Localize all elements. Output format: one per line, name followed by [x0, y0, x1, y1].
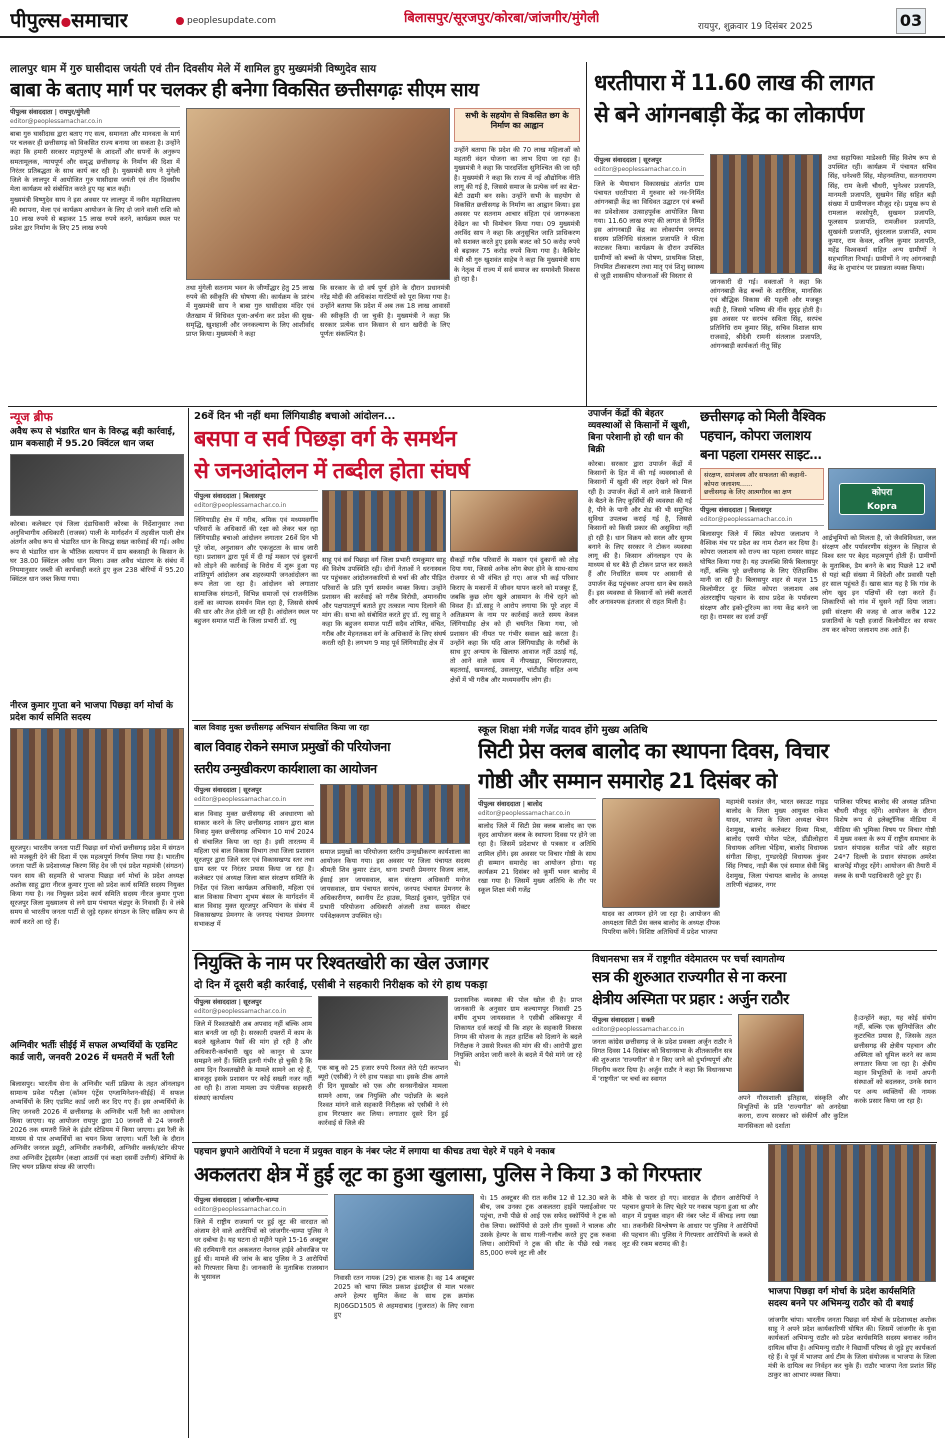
story-headline: धरतीपारा में 11.60 लाख की लागत से बने आंगनबाड़ी केंद्र का लोकार्पण	[594, 71, 874, 128]
story-column: जिले में राष्ट्रीय राजमार्ग पर हुई लूट की वारदात को अंजाम देने वाले आरोपियों को जांजगीर-चाम्पा पुलिस ने धर दबोचा है। यह घटना दो महीने पहले 15-16 अक्टूबर की दरमियानी रात अकलतरा नेशनल हाईवे ओवरब्रिज पर हुई थी। मामले की जांच के बाद पुलिस ने 3 आरोपियों को गिरफ्तार किया है। जानकारी के मुताबिक राजस्थान के भुसावल	[194, 1218, 328, 1282]
column-rule	[586, 62, 587, 407]
globe-icon	[176, 17, 184, 25]
story-headline: बाबा के बताए मार्ग पर चलकर ही बनेगा विकसित छत्तीसगढ़ः सीएम साय	[10, 79, 479, 101]
story-column: अपने गौरवशाली इतिहास, संस्कृति और विभूतियों के प्रति 'राज्यगीत' को अनदेखा करना, राज्य सरकार को संकीर्ण और कुटिल मानसिकता को दर्शाता	[738, 1094, 848, 1130]
road-sign: कोपरा Kopra	[839, 483, 925, 515]
story-byline: पीपुल्स संवाददाता | जांजगीर-चाम्पा editor@peoplessamachar.co.in	[194, 1194, 328, 1216]
story-kicker: लालपुर धाम में गुरु घासीदास जयंती एवं तीन दिवसीय मेले में शामिल हुए मुख्यमंत्री विष्णुदेव साय	[10, 63, 377, 75]
story-byline: पीपुल्स संवाददाता | सूरजपुर editor@peoplessamachar.co.in	[194, 784, 314, 806]
story-column: जानकारी दी गई। वक्ताओं ने कहा कि आंगनबाड़ी केंद्र बच्चों के शारीरिक, मानसिक एवं बौद्धिक विकास की पहली और मजबूत कड़ी है, जिससे भविष्य की नींव सुदृढ़ होती है। इस अवसर पर सरपंच सविता सिंह, सरपंच प्रतिनिधि राम कुमार सिंह, सचिव विशाल साय राजवाड़े, श्रीदेवी रामनी संतलाल प्रजापति, आंगनबाड़ी कार्यकर्ता नीतू सिंह	[710, 278, 822, 351]
story-kicker: बाल विवाह मुक्त छत्तीसगढ़ अभियान संचालित किया जा रहा	[194, 723, 369, 732]
story-column: आर्द्रभूमियों को मिलता है, जो जैवविविधता, जल संरक्षण और पर्यावरणीय संतुलन के लिहाज से विश्व स्तर पर बेहद महत्वपूर्ण होती हैं। ग्रामीणों के मुताबिक, डैम बनने के बाद पिछले 12 वर्षों से यहां बड़ी संख्या में विदेशी और प्रवासी पक्षी हर साल पहुंचते हैं। खास बात यह है कि गांव के लोग खुद इन पक्षियों की रक्षा करते हैं। शिकारियों को गांव में घुसने नहीं दिया जाता। इसी संरक्षण की वजह से आज करीब 122 प्रजातियों के पक्षी हजारों किलोमीटर का सफर तय कर कोपरा जलाशय तक आते हैं।	[822, 534, 936, 635]
news-photo	[186, 108, 450, 280]
story-column: जनता कांग्रेस छत्तीसगढ़ जे के प्रदेश प्रवक्ता अर्जुन राठौर ने विगत दिवस 14 दिसंबर को विधानसभा के शीतकालीन सत्र की शुरुआत 'राज्यगीत' से न किए जाने को दुर्भाग्यपूर्ण और निंदनीय करार दिया है। अर्जुन राठौर ने कहा कि विधानसभा में 'राष्ट्रगीत' पर चर्चा का स्वागत	[592, 1038, 732, 1083]
story-column: जिले के भैयाथान विकासखंड अंतर्गत ग्राम पंचायत धरतीपारा में गुरुवार को नव-निर्मित आंगनबाड़ी केंद्र का विधिवत उद्घाटन एवं बच्चों का प्रवेशोत्सव उत्साहपूर्वक आयोजित किया गया। 11.60 लाख रुपए की लागत से निर्मित इस आंगनबाड़ी केंद्र का लोकार्पण जनपद सदस्य प्रतिनिधि संतलाल प्रजापति ने फीता काटकर किया। कार्यक्रम के दौरान उपस्थित ग्रामीणों को बच्चों के पोषण, प्राथमिक शिक्षा, नियमित टीकाकरण तथा मातृ एवं शिशु स्वास्थ्य से जुड़ी शासकीय योजनाओं की विस्तार से	[594, 180, 704, 281]
story-column: बालोद जिले में सिटी प्रेस क्लब बालोद का एक वृहद आयोजन क्लब के स्थापना दिवस पर होने जा रहा है। जिसमें प्रदेशभर से पत्रकार व अतिथि शामिल होंगे। इस अवसर पर विचार गोष्ठी के साथ ही सम्मान समारोह का आयोजन होगा। यह कार्यक्रम 21 दिसंबर को कूर्मी भवन बालोद में रखा गया है। जिसमें मुख्य अतिथि के तौर पर स्कूल शिक्षा मंत्री गजेंद्र	[478, 822, 596, 895]
photo-caption: निवासी रतन नायक (29) ट्रक चालक है। वह 14 अक्टूबर 2025 को चापा स्थित प्रकाश इंडस्ट्रीज से माल भरकर अपने हेल्पर सुमित केंवट के साथ ट्रक क्रमांक RJ06GD1505 से अहमदाबाद (गुजरात) के लिए रवाना हुए	[334, 1274, 474, 1319]
news-photo	[320, 784, 470, 844]
story-paddy	[586, 408, 692, 720]
story-headline: छत्तीसगढ़ को मिली वैश्विक पहचान, कोपरा जलाशय बना पहला रामसर साइट...	[700, 409, 825, 463]
story-headline: बसपा व सर्व पिछड़ा वर्ग के समर्थन से जनआंदोलन में तब्दील होता संघर्ष	[194, 427, 470, 484]
portrait-photo	[602, 798, 720, 908]
story-byline: पीपुल्स संवाददाता | सूरजपुर editor@peoplessamachar.co.in	[594, 154, 704, 176]
story-abhimanyu-rathore	[766, 1144, 937, 1438]
news-photo	[334, 1194, 474, 1270]
news-photo	[10, 728, 184, 840]
story-byline: पीपुल्स संवाददाता | बिलासपुर editor@peoplessamachar.co.in	[700, 504, 824, 526]
story-column: मौके से फरार हो गए। वारदात के दौरान आरोपियों ने पहचान छुपाने के लिए चेहरे पर नकाब पहना हुआ था और वाहन में प्रयुक्त वाहन की नंबर प्लेट में कीचड़ लगा रखा था। तकनीकी विश्लेषण के आधार पर पुलिस ने आरोपियों की पहचान की। पुलिस ने गिरफ्तार आरोपियों के कब्जे से लूट की रकम बरामद की है।	[622, 1194, 758, 1249]
story-byline: पीपुल्स संवाददाता | बिलासपुर editor@peoplessamachar.co.in	[194, 490, 318, 512]
story-child-marriage	[192, 722, 470, 950]
brief-headline: नीरज कुमार गुप्ता बने भाजपा पिछड़ा वर्ग मोर्चा के प्रदेश कार्य समिति सदस्य	[10, 701, 173, 723]
story-kicker: विधानसभा सत्र में राष्ट्रगीत वंदेमातरम पर चर्चा स्वागतोग्य	[592, 954, 785, 965]
story-kicker: स्कूल शिक्षा मंत्री गजेंद्र यादव होंगे मुख्य अतिथि	[478, 725, 648, 736]
callout-box	[454, 108, 580, 142]
story-kicker: 26वें दिन भी नहीं थमा लिंगियाडीह बचाओ आंदोलन...	[194, 411, 396, 422]
news-brief-column	[8, 408, 186, 1438]
story-column: तथा सहायिका माडेश्वरी सिंह विशेष रूप से उपस्थित रहीं। कार्यक्रम में पंचायत सचिव सिंह, धनेश्वरी सिंह, मोहनमतिया, सतनारायण सिंह, राम केली चौधरी, भुनेश्वर प्रजापति, मानमती प्रजापति, सुखमेन सिंह सहित बड़ी संख्या में ग्रामीणजन मौजूद रहे। प्रमुख रूप से रामलाल कासोपुरी, सुखमन प्रजापति, फूलसाय प्रजापति, रामजीवन प्रजापति, सुखवंती प्रजापति, सुंदरलाल प्रजापति, श्याम कुमार, राम केवल, अनिल कुमार प्रजापति, महेंद्र विश्वकर्मा सहित अन्य ग्रामीणों ने सहभागिता निभाई। ग्रामीणों ने नए आंगनबाड़ी केंद्र के शुभारंभ पर प्रसन्नता व्यक्त किया।	[828, 154, 936, 273]
brief-headline: अवैध रूप से भंडारित धान के विरुद्ध बड़ी कार्रवाई, ग्राम बकसाही में 95.20 क्विंटल धान जब्त	[10, 427, 176, 449]
column-rule	[8, 406, 937, 407]
story-byline: पीपुल्स संवाददाता | बालोद editor@peoplessamachar.co.in	[478, 798, 596, 820]
masthead	[0, 0, 945, 38]
news-photo	[450, 490, 578, 552]
news-photo	[10, 454, 184, 516]
story-column: थे। 15 अक्टूबर की रात करीब 12 से 12.30 बजे के बीच, जब उनका ट्रक अकलतरा हाईवे फ्लाईओवर पर पहुंचा, तभी पीछे से आई एक सफेद स्कॉर्पियो ने ट्रक को रोक लिया। स्कॉर्पियो से उतरे तीन युवकों ने चालक और उसके हेल्पर के साथ गाली-गलौच करते हुए ट्रक रुकवा लिया। आरोपियों ने ट्रक की सीट के पीछे रखे नकद 85,000 रुपये लूट ली और	[480, 1194, 616, 1258]
story-column: जांजगीर चांपा। भारतीय जनता पिछड़ा वर्ग मोर्चा के प्रदेशाध्यक्ष अशोक साहू ने अपने प्रदेश कार्यकारिणी घोषित की। जिसमें जांजगीर के युवा कार्यकर्ता अभिमन्यु राठौर को प्रदेश कार्यसमिति सदस्य बनाकर नवीन दायित्व सौंपा है। अभिमन्यु राठौर ने विद्यार्थी परिषद से जुड़े हुए कार्यकर्ता रहे हैं। वे पूर्व में भाजपा अर्ध टीम के जिला संयोजक व भाजपा के जिला मंत्री के दायित्व का निर्वहन कर चुके हैं। राठौर भाजपा नेता प्रशांत सिंह ठाकुर का आभार व्यक्त किया।	[768, 1316, 936, 1380]
story-column: महामंत्री यशवंत जैन, भारत स्काउट गाइड बालोद के जिला मुख्य आयुक्त राकेश यादव, भाजपा के जिला अध्यक्ष चेमन देशमुख, बालोद कलेक्टर दिव्या मिश्रा, बालोद एसपी योगेश पटेल, डौंडीलोहारा विधायक अनिला भेड़िया, बालोद विधायक संगीता सिन्हा, गुण्डरदेही विधायक कुंवर सिंह निषाद, नाड़ी बैंक एवं समाज सेवी बिंदु देशमुख, जिला पंचायत बालोद के अध्यक्ष तारिणी चंद्राकर, नगर	[726, 798, 828, 889]
story-headline: सिटी प्रेस क्लब बालोद का स्थापना दिवस, विचार गोष्ठी और सम्मान समारोह 21 दिसंबर को	[478, 739, 829, 793]
brief-headline: अग्निवीर भर्तीः सीईई में सफल अभ्यर्थियों के एडमिट कार्ड जारी, जनवरी 2026 में धमतरी में भर्ती रैली	[10, 1041, 178, 1063]
story-column: बिलासपुर जिले में स्थित कोपरा जलाशय ने वैश्विक मंच पर प्रदेश का नाम रोशन कर दिया है। कोपरा जलाशय को राज्य का पहला रामसर साइट घोषित किया गया है। यह उपलब्धि सिर्फ बिलासपुर नहीं, बल्कि पूरे छत्तीसगढ़ के लिए ऐतिहासिक मानी जा रही है। बिलासपुर शहर से महज 15 किलोमीटर दूर स्थित कोपरा जलाशय अब अंतरराष्ट्रीय पहचान के साथ प्रदेश के पर्यावरण संरक्षण और इको-टूरिज्म का नया केंद्र बनने जा रहा है। रामसर का दर्जा उन्हीं	[700, 530, 818, 621]
column-rule	[188, 408, 189, 1438]
story-press-club	[476, 722, 937, 950]
story-subhead: दो दिन में दूसरी बड़ी कार्रवाई, एसीबी ने सहकारी निरीक्षक को रंगे हाथ पकड़ा	[194, 979, 488, 991]
edition-title: बिलासपुर/सूरजपुर/कोरबा/जांजगीर/मुंगेली	[404, 11, 600, 26]
news-photo	[318, 996, 448, 1060]
story-column: बाबा गुरु घासीदास द्वारा बताए गए सत्य, समानता और मानवता के मार्ग पर चलकर ही छत्तीसगढ़ को विकसित राज्य बनाया जा सकता है। उन्होंने कहा कि हमारी सरकार महापुरुषों के आदर्शों और सपनों के अनुरूप समतामूलक, न्यायपूर्ण और समृद्ध छत्तीसगढ़ के निर्माण की दिशा में निरंतर प्रतिबद्धता के साथ कार्य कर रही है। मुख्यमंत्री साय ने मुंगेली जिले के लालपुर में आयोजित गुरु घासीदास जयंती एवं तीन दिवसीय मेला कार्यक्रम को संबोधित करते हुए यह बात कही। मुख्यमंत्री विष्णुदेव साय ने इस अवसर पर लालपुर में नवीन महाविद्यालय की स्थापना, मेला एवं कार्यक्रम आयोजन के लिए दो जाने वाली राशि को 10 लाख रुपये से बढ़ाकर 15 लाख रुपये करने, कार्यक्रम स्थल पर प्रवेश द्वार निर्माण के लिए 25 लाख रुपये	[10, 130, 180, 233]
story-column: तथा मुंगेली सतनाम भवन के जीर्णोद्धार हेतु 25 लाख रुपये की स्वीकृति की घोषणा की। कार्यक्रम के प्रारंभ में मुख्यमंत्री साय ने बाबा गुरु घासीदास मंदिर एवं जैतखाम में विधिवत पूजा-अर्चना कर प्रदेश की सुख-समृद्धि, खुशहाली और जनकल्याण के लिए आशीर्वाद प्राप्त किया। मुख्यमंत्री ने कहा	[186, 284, 314, 339]
callout-bullet: छत्तीसगढ़ के लिए आत्मगौरव का क्षण	[704, 488, 792, 496]
page-number: 03	[896, 8, 926, 34]
story-byline: पीपुल्स संवाददाता | सूरजपुर editor@peoplessamachar.co.in	[194, 996, 312, 1018]
story-column: जिले में रिश्वतखोरी अब अपवाद नहीं बल्कि आम बात बनती जा रही है। सरकारी दफ्तरों में काम के बदले खुलेआम पैसों की मांग हो रही है और अधिकारी-कर्मचारी खुद को कानून से ऊपर समझने लगे हैं। स्थिति इतनी गंभीर हो चुकी है कि आम दिन रिश्वतखोरी के मामले सामने आ रहे हैं, बावजूद इसके प्रशासन पर कोई सख्ती नजर नहीं आ रही है। ताजा मामला उप पंजीयक सहकारी संस्थाएं कार्यालय	[194, 1020, 312, 1102]
story-column: कोरबा। सरकार द्वारा उपार्जन केंद्रों में किसानों के हित में की गई व्यवस्थाओं से किसानों में खुशी की लहर देखने को मिल रही है। उपार्जन केंद्रों में आने वाले किसानों के बैठने के लिए कुर्सियों की व्यवस्था की गई है, पीने के पानी और शेड की भी समुचित सुविधा उपलब्ध कराई गई है, जिससे किसानों को किसी प्रकार की असुविधा नहीं हो रही है। धान विक्रय को सरल और सुगम बनाने के लिए सरकार ने टोकन व्यवस्था लागू की है। किसान ऑनलाइन एप के माध्यम से घर बैठे ही टोकन प्राप्त कर सकते हैं और निर्धारित समय पर आसानी से उपार्जन केंद्र पहुंचकर अपना धान बेच सकते हैं। इस व्यवस्था से किसानों को लंबी कतारों और अनावश्यक इंतजार से राहत मिली है।	[588, 460, 692, 607]
column-rule	[192, 950, 937, 951]
story-byline: पीपुल्स संवाददाता | रायपुर/मुंगेली editor@peoplessamachar.co.in	[10, 106, 180, 128]
brief-text: बिलासपुर। भारतीय सेना के अग्निवीर भर्ती प्रक्रिया के तहत ऑनलाइन सामान्य प्रवेश परीक्षा (कॉमन एंट्रेंस एग्जामिनेशन-सीईई) में सफल अभ्यर्थियों के लिए एडमिट कार्ड जारी कर दिए गए हैं। इस अभ्यर्थियों के लिए जनवरी 2026 में छत्तीसगढ़ के अग्निवीर भर्ती रैली का आयोजन किया जाएगा। यह आयोजन रायपुर द्वारा 10 जनवरी से 24 जनवरी 2026 तक धमतरी जिले के इंडोर स्टेडियम में किया जाएगा। इस रैली के माध्यम से पात्र अभ्यर्थियों का चयन किया जाएगा। भर्ती रैली के दौरान अग्निवीर जनरल ड्यूटी, अग्निवीर तकनीकी, अग्निवीर क्लर्क/स्टोर कीपर तथा अग्निवीर ट्रेड्समैन (कक्षा आठवीं एवं कक्षा दसवीं उत्तीर्ण) श्रेणियों के लिए चयन प्रक्रिया संपन्न की जाएगी।	[10, 1080, 184, 1171]
story-headline: अकलतरा क्षेत्र में हुई लूट का हुआ खुलासा, पुलिस ने किया 3 को गिरफ्तार	[194, 1162, 701, 1186]
story-headline: नियुक्ति के नाम पर रिश्वतखोरी का खेल उजागर	[194, 953, 489, 974]
story-column: बाल विवाह मुक्त छत्तीसगढ़ की अवधारणा को साकार करने के लिए छत्तीसगढ़ शासन द्वारा बाल विवाह मुक्त छत्तीसगढ़ अभियान 10 मार्च 2024 से संचालित किया जा रहा है। इसी तारतम्य में महिला एवं बाल विकास विभाग तथा जिला प्रशासन सूरजपुर द्वारा जिले स्तर एवं विकासखण्ड स्तर तथा ग्राम स्तर पर निरंतर प्रयास किया जा रहा है। कलेक्टर एवं अध्यक्ष जिला बाल संरक्षण समिति के निर्देश एवं जिला कार्यक्रम अधिकारी, महिला एवं बाल विकास विभाग शुभम बंसल के मार्गदर्शन में बाल विवाह मुक्त सूरजपुर अभियान के संबंध में विकासखण्ड प्रेमनगर के जनपद पंचायत प्रेमनगर सभाकक्ष में	[194, 810, 314, 929]
story-column: प्रशासनिक व्यवस्था की पोल खोल दी है। प्राप्त जानकारी के अनुसार ग्राम कल्याणपुर निवासी 25 वर्षीय शुभम जायसवाल ने एसीबी अंबिकापुर में शिकायत दर्ज कराई थी कि शहर के सहकारी विकास निगम की योजना के तहत हार्टिक को दिलाने के बदले निरीक्षक ने उससे रिश्वत की मांग की थी। आरोपी द्वारा नियुक्ति आदेश जारी करने के बदले में पैसे मांगे जा रहे थे।	[454, 996, 582, 1069]
story-column: कि सरकार के दो वर्ष पूर्ण होने के दौरान प्रधानमंत्री नरेंद्र मोदी की अधिकांश गारंटियों को पूरा किया गया है। उन्होंने बताया कि प्रदेश में अब तक 18 लाख आवासों की स्वीकृति दी जा चुकी है। मुख्यमंत्री ने कहा कि सरकार प्रत्येक धान किसान से धान खरीदी के लिए पूर्णतः संकल्पित है।	[320, 284, 450, 339]
story-kopra	[698, 408, 937, 720]
story-column: साहू एवं सर्व पिछड़ा वर्ग जिला प्रभारी रामकुमार साहू की विशेष उपस्थिति रही। दोनों नेताओं ने धरनास्थल पर पहुंचकर आंदोलनकारियों से चर्चा की और पीड़ित परिवारों के प्रति पूर्ण समर्थन व्यक्त किया। उन्होंने प्रशासन की कार्रवाई को गरीब विरोधी, अमानवीय और पक्षपातपूर्ण बताते हुए तत्काल न्याय दिलाने की मांग की। सभा को संबोधित करते हुए डॉ. रघु साहू ने कहा कि बहुजन समाज पार्टी सदैव शोषित, वंचित, गरीब और मेहनतकश वर्ग के अधिकारों के लिए संघर्ष करती रही है। लगभग 9 माह पूर्व लिंगियाडीह क्षेत्र में	[322, 556, 446, 647]
story-headline: बाल विवाह रोकने समाज प्रमुखों की परियोजना स्तरीय उन्मुखीकरण कार्यशाला का आयोजन	[194, 739, 390, 776]
story-headline: उपार्जन केंद्रों की बेहतर व्यवस्थाओं से किसानों में खुशी, बिना परेशानी हो रही धान की बिक्री	[588, 409, 691, 455]
story-cm-sai	[8, 62, 581, 407]
story-column: एक बाबू को 25 हजार रुपये रिश्वत लेते एंटी करप्शन ब्यूरो (एसीबी) ने रंगे हाथ पकड़ा था। इसके ठीक अगले ही दिन घूसखोर को एक और सनसनीखेज मामला सामने आया, जब नियुक्ति और पदोन्नति के बदले रिश्वत मांगने वाले सहकारी निरीक्षक को एसीबी ने रंगे हाथ गिरफ्तार कर लिया। लगातार दूसरे दिन हुई कार्रवाई से जिले की	[318, 1064, 448, 1128]
story-lingiyadih	[192, 408, 580, 720]
story-column: समाज प्रमुखों का परियोजना स्तरीय उन्मुखीकरण कार्यशाला का आयोजन किया गया। इस अवसर पर जिला पंचायत सदस्य श्रीमती शिव कुमार टंडन, थाना प्रभारी प्रेमनगर विजय लाल, ईसाई ज्ञान जायसवाल, बाल संरक्षण अधिकारी मनोज जायसवाल, ग्राम पंचायत सरपंच, जनपद पंचायत प्रेमनगर के अधिकारीगण, स्थानीय टेंट हाउस, मिठाई दुकान, पुरोहित एवं प्रभारी परियोजना अधिकारी अंजली तथा समस्त सेक्टर पर्यवेक्षकगण उपस्थित रहे।	[320, 848, 470, 921]
photo-caption: यादव का आगमन होने जा रहा है। आयोजन की अध्यक्षता सिटी प्रेस क्लब बालोद के अध्यक्ष दीपक पिपरिया करेंगे। विशिष्ट अतिथियों में प्रदेश भाजपा	[602, 910, 720, 937]
story-column: उन्होंने बताया कि प्रदेश की 70 लाख महिलाओं को महतारी वंदन योजना का लाभ दिया जा रहा है। मुख्यमंत्री ने कहा कि पारदर्शिता सुनिश्चित की जा रही है। मुख्यमंत्री ने कहा कि राज्य में नई औद्योगिक नीति लागू की गई है, जिससे समाज के प्रत्येक वर्ग का बेटा-बेटी उद्यमी बन सके। उन्होंने सभी के सहयोग से विकसित छत्तीसगढ़ के निर्माण का आह्वान किया। इस अवसर पर सतनाम आचार संहिता एवं जागरूकता देवेंद्रन का भी विमोचन किया गया। 09 मुख्यमंत्री अरविंद साय ने कहा कि अनुसूचित जाति प्राधिकरण को सशक्त करते हुए इसके बजट को 50 करोड़ रुपये से बढ़ाकर 75 करोड़ रुपये किया गया है। कैबिनेट मंत्री श्री गुरु खुशवंत साहेब ने कहा कि मुख्यमंत्री साय के नेतृत्व में राज्य में सर्व समाज का समावेशी विकास हो रहा है।	[454, 146, 580, 283]
story-headline: सत्र की शुरुआत राज्यगीत से ना करना क्षेत्रीय अस्मिता पर प्रहार : अर्जुन राठौर	[592, 968, 789, 1008]
newspaper-logo: पीपुल्स●समाचार	[10, 8, 128, 32]
story-akaltara-loot	[192, 1144, 760, 1438]
column-rule	[192, 720, 937, 721]
news-photo	[322, 490, 446, 552]
callout-bullet: संरक्षण, सामंजस्य और सफलता की कहानी-कोपरा जलाशय......	[704, 471, 807, 488]
news-photo	[710, 154, 822, 274]
callout-box	[700, 468, 824, 500]
story-column: लिंगियाडीह क्षेत्र में गरीब, श्रमिक एवं मध्यमवर्गीय परिवारों के अधिकारों की रक्षा को लेकर चल रहा लिंगियाडीह बचाओ आंदोलन लगातार 26वें दिन भी पूरे जोश, अनुशासन और एकजुटता के साथ जारी रहा। प्रशासन द्वारा पूर्व में दी गई मकान एवं दुकानों को तोड़ने की कार्रवाई के विरोध में शुरू हुआ यह शांतिपूर्ण आंदोलन अब शहरव्यापी जनआंदोलन का रूप लेता जा रहा है। आंदोलन को लगातार सामाजिक संगठनों, विभिन्न समाजों एवं राजनीतिक दलों का व्यापक समर्थन मिल रहा है, जिससे संघर्ष की धार और तेज होती जा रही है। आंदोलन स्थल पर बहुजन समाज पार्टी के जिला प्रभारी डॉ. रघु	[194, 516, 318, 626]
column-rule	[192, 1142, 937, 1143]
brief-text: कोरबा। कलेक्टर एवं जिला दंडाधिकारी कोरबा के निर्देशानुसार तथा अनुविभागीय अधिकारी (राजस्व) पाली के मार्गदर्शन में तहसील पाली क्षेत्र अंतर्गत अवैध रूप से भंडारित धान के विरुद्ध सख्त कार्रवाई की गई। अवैध रूप से भंडारित धान के भौतिक सत्यापन में ग्राम बकसाही के किसान के घर 38.00 क्विंटल अवैध धान मिला। उक्त अवैध भंडारण के संबंध में नियमानुसार जब्ती की कार्यवाही करते हुए कुल 238 बोरियों में 95.20 क्विंटल धान जब्त किया गया।	[10, 520, 184, 584]
story-bribery	[192, 952, 584, 1142]
portrait-photo	[738, 1014, 804, 1092]
story-kicker: पहचान छुपाने आरोपियों ने घटना में प्रयुक्त वाहन के नंबर प्लेट में लगाया था कीचड तथा चेहरे में पहने थे नकाब	[194, 1147, 555, 1157]
news-brief-label: न्यूज ब्रीफ	[10, 410, 53, 424]
news-photo	[768, 1144, 936, 1282]
story-arjun-rathore	[590, 952, 937, 1142]
site-url: peoplesupdate.com	[176, 16, 276, 26]
story-headline: भाजपा पिछड़ा वर्ग मोर्चा के प्रदेश कार्यसमिति सदस्य बनने पर अभिमन्यु राठौर को दी बधाई	[768, 1287, 915, 1309]
dateline: रायपुर, शुक्रवार 19 दिसंबर 2025	[698, 22, 813, 32]
story-byline: पीपुल्स संवाददाता | सक्ती editor@peoplessamachar.co.in	[592, 1014, 732, 1036]
brief-text: सूरजपुर। भारतीय जनता पार्टी पिछड़ा वर्ग मोर्चा छत्तीसगढ़ प्रदेश में संगठन को मजबूती देने की दिशा में एक महत्वपूर्ण निर्णय लिया गया है। भारतीय जनता पार्टी के प्रदेशाध्यक्ष किरण सिंह देव जी एवं प्रदेश महामंत्री (संगठन) पवन साय की सहमति से भाजपा पिछड़ा वर्ग मोर्चा के प्रदेश अध्यक्ष अशोक साहू द्वारा नीरज कुमार गुप्ता को प्रदेश कार्य समिति सदस्य नियुक्त किया गया है। नव नियुक्त प्रदेश कार्य समिति सदस्य नीरज कुमार गुप्ता सूरजपुर जिला मुख्यालय से लगे ग्राम पंचायत चंद्रपुर के निवासी हैं। वे लंबे समय से भारतीय जनता पार्टी से जुड़े रहकर संगठन के लिए सक्रिय रूप से कार्य करते आ रहे हैं।	[10, 844, 184, 926]
story-anganbadi	[592, 62, 937, 412]
story-column: है।उन्होंने कहा, यह कोई संयोग नहीं, बल्कि एक सुनियोजित और कुटरचित प्रयास है, जिसके तहत छत्तीसगढ़ की क्षेत्रीय पहचान और अस्मिता को धूमिल करने का काम लगातार किया जा रहा है। क्षेत्रीय महान विभूतियों के नामों अपनी संस्थाओं को बदलकर, उनके स्थान पर अन्य व्यक्तियों की नामक करके प्रसार किया जा रहा है।	[854, 1014, 936, 1105]
story-column: सैकड़ों गरीब परिवारों के मकान एवं दुकानों को तोड़ दिया गया, जिससे अनेक लोग बेघर होने के साथ-साथ रोजगार से भी वंचित हो गए। आज भी कई परिवार किराए के मकानों में जीवन यापन करने को मजबूर हैं, जबकि कुछ लोग खुले आसमान के नीचे रहने को विवश हैं। डॉ.साहू ने आरोप लगाया कि पूरे शहर में अतिक्रमण के नाम पर कार्रवाई करते समय केवल लिंगियाडीह क्षेत्र को ही चयनित किया गया, जो प्रशासन की नीयत पर गंभीर सवाल खड़े करता है। उन्होंने कहा कि यदि आज लिंगियाडीह के गरीबों के साथ हुए अन्याय के खिलाफ आवाज नहीं उठाई गई, तो आने वाले समय में नीपखड़ा, चिंगराजपारा, बहतराई, खमतराई, उसलापुर, चांटीडीह सहित अन्य क्षेत्रों में भी गरीब और मध्यमवर्गीय लोग ही।	[450, 556, 578, 684]
story-column: पालिका परिषद बालोद की अध्यक्ष प्रतिभा चौधरी मौजूद रहेंगे। आयोजन के दौरान विशेष रूप से इलेक्ट्रॉनिक मीडिया में मीडिया की भूमिका विषय पर विचार गोष्ठी में मुख्य वक्ता के रूप में राष्ट्रीय समाचार के प्रधान संपादक सतीश पांडे और सहारा 24*7 दिल्ली के प्रधान संपादक अमरेश बाजपेई मौजूद रहेंगे। आयोजन की तैयारी में क्लब के सभी पदाधिकारी जुटे हुए हैं।	[834, 798, 936, 880]
callout-title: सभी के सहयोग से विकसित छग के निर्माण का आह्वान	[465, 111, 569, 130]
news-photo	[828, 468, 936, 530]
